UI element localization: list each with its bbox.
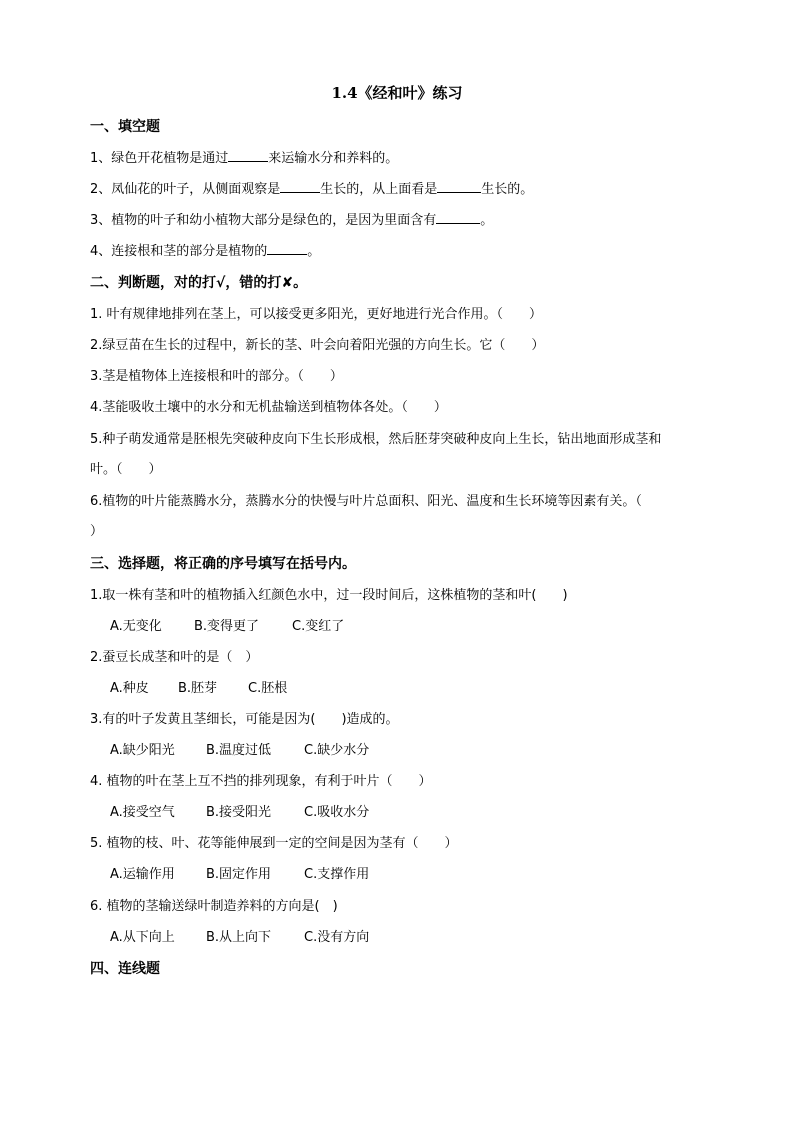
choice-question-2: 2.蚕豆长成茎和叶的是（ ）: [90, 650, 259, 665]
choice-question-1: 1.取一株有茎和叶的植物插入红颜色水中，过一段时间后，这株植物的茎和叶( ): [90, 588, 568, 603]
fill-question-4: [90, 240, 320, 259]
judge-question-3: 3.茎是植物体上连接根和叶的部分。（ ）: [90, 369, 343, 384]
question-text: 4、连接根和茎的部分是植物的: [90, 244, 268, 259]
choice-question-4: 4. 植物的叶在茎上互不挡的排列现象，有利于叶片（ ）: [90, 774, 432, 789]
choice-options-1: [110, 615, 344, 634]
answer-blank[interactable]: [436, 210, 480, 224]
choice-options-5: [110, 863, 369, 882]
section-choice-heading: 三、选择题，将正确的序号填写在括号内。: [90, 556, 356, 572]
option-c[interactable]: C.支撑作用: [304, 867, 370, 882]
judge-question-4: 4.茎能吸收土壤中的水分和无机盐输送到植物体各处。（ ）: [90, 400, 447, 415]
judge-question-6-line-2: ）: [90, 524, 104, 539]
answer-blank[interactable]: [437, 179, 481, 193]
judge-question-6-line-1: 6.植物的叶片能蒸腾水分，蒸腾水分的快慢与叶片总面积、阳光、温度和生长环境等因素有关。（: [90, 494, 642, 509]
choice-options-3: [110, 739, 369, 758]
fill-question-1: [90, 147, 398, 166]
fill-question-3: [90, 209, 493, 228]
option-a[interactable]: A.接受空气: [110, 805, 175, 820]
page-title: 1.4《经和叶》练习: [331, 84, 463, 102]
option-b[interactable]: B.变得更了: [194, 619, 260, 634]
option-b[interactable]: B.从上向下: [206, 930, 272, 945]
choice-question-3: 3.有的叶子发黄且茎细长，可能是因为( )造成的。: [90, 712, 399, 727]
option-c[interactable]: C.没有方向: [304, 930, 370, 945]
question-text: 。: [480, 213, 494, 228]
question-text: 生长的，从上面看是: [320, 182, 438, 197]
section-matching-heading: 四、连线题: [90, 961, 160, 977]
question-text: 3、植物的叶子和幼小植物大部分是绿色的，是因为里面含有: [90, 213, 437, 228]
judge-question-5-line-1: 5.种子萌发通常是胚根先突破种皮向下生长形成根，然后胚芽突破种皮向上生长，钻出地面形成茎和: [90, 432, 662, 447]
choice-options-4: [110, 801, 369, 820]
judge-question-5-line-2: 叶。（ ）: [90, 462, 162, 477]
option-b[interactable]: B.接受阳光: [206, 805, 272, 820]
judge-question-1: 1. 叶有规律地排列在茎上，可以接受更多阳光，更好地进行光合作用。（ ）: [90, 307, 543, 322]
option-c[interactable]: C.缺少水分: [304, 743, 370, 758]
option-a[interactable]: A.从下向上: [110, 930, 175, 945]
choice-question-5: 5. 植物的枝、叶、花等能伸展到一定的空间是因为茎有（ ）: [90, 836, 458, 851]
option-b[interactable]: B.温度过低: [206, 743, 272, 758]
answer-blank[interactable]: [280, 179, 320, 193]
section-fill-in-heading: 一、填空题: [90, 119, 160, 135]
option-c[interactable]: C.吸收水分: [304, 805, 370, 820]
question-text: 2、凤仙花的叶子，从侧面观察是: [90, 182, 281, 197]
option-c[interactable]: C.变红了: [292, 619, 345, 634]
question-text: 来运输水分和养料的。: [268, 151, 399, 166]
choice-options-2: [110, 677, 287, 696]
question-text: 1、绿色开花植物是通过: [90, 151, 229, 166]
answer-blank[interactable]: [267, 241, 307, 255]
question-text: 。: [307, 244, 321, 259]
option-a[interactable]: A.缺少阳光: [110, 743, 175, 758]
section-true-false-heading: 二、判断题，对的打√，错的打✘。: [90, 275, 308, 291]
option-c[interactable]: C.胚根: [248, 681, 288, 696]
answer-blank[interactable]: [228, 148, 268, 162]
option-a[interactable]: A.种皮: [110, 681, 149, 696]
option-b[interactable]: B.固定作用: [206, 867, 272, 882]
question-text: 生长的。: [481, 182, 534, 197]
option-a[interactable]: A.无变化: [110, 619, 162, 634]
judge-question-2: 2.绿豆苗在生长的过程中，新长的茎、叶会向着阳光强的方向生长。它（ ）: [90, 338, 545, 353]
choice-options-6: [110, 926, 369, 945]
option-a[interactable]: A.运输作用: [110, 867, 175, 882]
choice-question-6: 6. 植物的茎输送绿叶制造养料的方向是( ): [90, 899, 338, 914]
fill-question-2: [90, 178, 533, 197]
option-b[interactable]: B.胚芽: [178, 681, 218, 696]
